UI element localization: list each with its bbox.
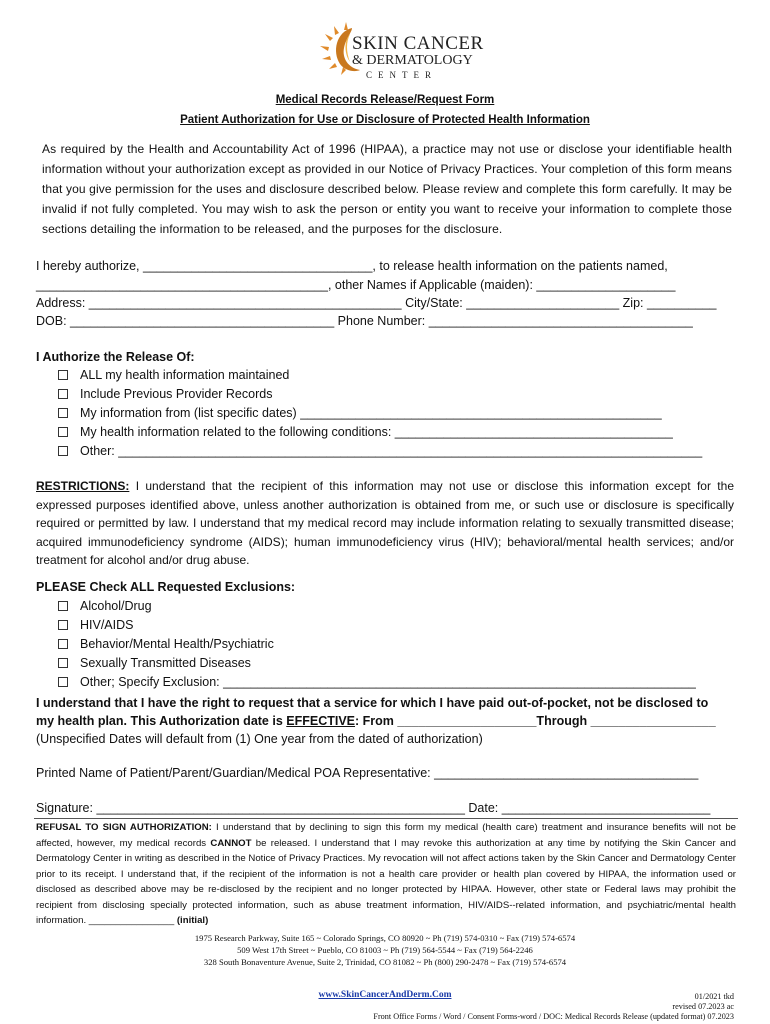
- restrictions-paragraph: [36, 477, 734, 570]
- release-option-label: Include Previous Provider Records: [80, 387, 273, 401]
- initial-label: (initial): [176, 915, 209, 926]
- form-subtitle: Patient Authorization for Use or Disclosure of Protected Health Information: [180, 114, 590, 126]
- checkbox-icon[interactable]: [58, 427, 68, 437]
- effective-text-a: my health plan. This Authorization date is: [36, 714, 287, 728]
- checkbox-icon[interactable]: [58, 620, 68, 630]
- printed-name-line[interactable]: Printed Name of Patient/Parent/Guardian/Medical POA Representative: ______________________________________: [36, 766, 699, 780]
- checkbox-icon[interactable]: [58, 601, 68, 611]
- form-title: Medical Records Release/Request Form: [275, 94, 495, 106]
- checkbox-icon[interactable]: [58, 446, 68, 456]
- signature-line[interactable]: Signature: _____________________________________________________ Date: ______________________________: [36, 801, 711, 815]
- exclusion-option[interactable]: [58, 637, 274, 651]
- release-option-label: My health information related to the following conditions: ________________________________________: [80, 425, 673, 439]
- address-line[interactable]: Address: _____________________________________________ City/State: ______________________ Zip: __________: [36, 296, 717, 310]
- release-option[interactable]: [58, 444, 702, 458]
- release-option[interactable]: [58, 387, 272, 401]
- exclusion-option[interactable]: [58, 656, 251, 670]
- section-divider: [34, 818, 738, 819]
- logo-wordmark: [352, 34, 484, 80]
- exclusion-option-label: Alcohol/Drug: [80, 599, 152, 613]
- file-path: Front Office Forms / Word / Consent Forms-word / DOC: Medical Records Release (updated format) 07.2023: [373, 1012, 734, 1021]
- exclusion-option-label: Other; Specify Exclusion: ____________________________________________________________________: [80, 675, 696, 689]
- restrictions-label: RESTRICTIONS:: [36, 479, 130, 493]
- default-date-note: (Unspecified Dates will default from (1) One year from the dated of authorization): [36, 732, 483, 746]
- logo-line-3: CENTER: [366, 70, 437, 80]
- refusal-text-a: I understand that by declining to sign this form my medical (health care) treatment and insurance benefits will not be affected, however, my medical records: [36, 822, 736, 849]
- address-pueblo: 509 West 17th Street ~ Pueblo, CO 81003 ~ Ph (719) 564-5544 ~ Fax (719) 564-2246: [237, 945, 533, 955]
- exclusion-option[interactable]: [58, 618, 134, 632]
- release-option-label: ALL my health information maintained: [80, 368, 290, 382]
- authorize-line-1[interactable]: I hereby authorize, _________________________________, to release health information on the patients named,: [36, 259, 668, 273]
- release-option-label: Other: ____________________________________________________________________________________: [80, 444, 703, 458]
- revision-initial: 01/2021 tkd: [694, 992, 734, 1001]
- release-heading: I Authorize the Release Of:: [36, 350, 195, 364]
- address-trinidad: 328 South Bonaventure Avenue, Suite 2, Trinidad, CO 81082 ~ Ph (800) 290-2478 ~ Fax (719) 574-6574: [203, 957, 567, 967]
- self-pay-statement: I understand that I have the right to request that a service for which I have paid out-of-pocket, not be disclosed to: [36, 696, 709, 710]
- checkbox-icon[interactable]: [58, 408, 68, 418]
- exclusions-heading: PLEASE Check ALL Requested Exclusions:: [36, 580, 296, 594]
- logo-line-1: SKIN CANCER: [352, 33, 484, 54]
- release-option[interactable]: [58, 368, 289, 382]
- revision-updated: revised 07.2023 ac: [672, 1002, 734, 1011]
- exclusion-option-label: Behavior/Mental Health/Psychiatric: [80, 637, 274, 651]
- exclusion-option[interactable]: [58, 599, 152, 613]
- refusal-text-b: be released. I understand that I may revoke this authorization at any time by notifying the Skin Cancer and Dermatology Center in writing as described in the Notice of Privacy Practices. My revocation will not affect actions taken by the Skin Cancer and Dermatology Center prior to its receipt. I understand that, if the recipient of the information is not a health care provider or health plan covered by HIPAA, the information used or disclosed as described above may be re-disclosed by the recipient and no longer protected by HIPAA. However, other state or Federal laws may prohibit the recipient from disclosing specially protected information, such as abuse treatment information, HIV/AIDS--related information, and psychiatric/mental health information. ________________: [36, 837, 736, 926]
- logo-line-2: & DERMATOLOGY: [352, 53, 473, 68]
- checkbox-icon[interactable]: [58, 389, 68, 399]
- effective-date-line[interactable]: [36, 714, 716, 728]
- release-option[interactable]: [58, 406, 662, 420]
- release-option-label: My information from (list specific dates) ____________________________________________________: [80, 406, 662, 420]
- exclusion-option[interactable]: [58, 675, 696, 689]
- restrictions-text: I understand that the recipient of this information may not use or disclose this information except for the expressed purposes identified above, unless another authorization is obtained from me, or such use or disclosure is specifically required or permitted by law. I understand that my medical record may include information relating to sexually transmitted disease; acquired immunodeficiency syndrome (AIDS); human immunodeficiency virus (HIV); behavioral/mental health services; and/or treatment for alcohol and/or drug abuse.: [36, 479, 734, 567]
- checkbox-icon[interactable]: [58, 639, 68, 649]
- exclusion-option-label: HIV/AIDS: [80, 618, 134, 632]
- checkbox-icon[interactable]: [58, 370, 68, 380]
- dob-phone-line[interactable]: DOB: ______________________________________ Phone Number: ______________________________________: [36, 314, 693, 328]
- address-colorado-springs: 1975 Research Parkway, Suite 165 ~ Colorado Springs, CO 80920 ~ Ph (719) 574-0310 ~ Fax (719) 574-6574: [194, 933, 576, 943]
- intro-paragraph: As required by the Health and Accountability Act of 1996 (HIPAA), a practice may not use or disclose your identifiable health information without your authorization except as provided in our Notice of Privacy Practices. Your completion of this form means that you give permission for the uses and disclosure described below. Please review and complete this form carefully. It may be invalid if not fully completed. You may wish to ask the person or entity you want to receive your information to complete those sections detailing the information to be released, and the purposes for the disclosure.: [42, 142, 732, 236]
- authorize-line-2[interactable]: __________________________________________, other Names if Applicable (maiden): ____________________: [36, 278, 676, 292]
- cannot-emphasis: CANNOT: [210, 837, 252, 849]
- website-link[interactable]: www.SkinCancerAndDerm.Com: [318, 990, 452, 1000]
- checkbox-icon[interactable]: [58, 677, 68, 687]
- effective-text-b: : From ____________________Through __________________: [355, 714, 716, 728]
- refusal-label: REFUSAL TO SIGN AUTHORIZATION:: [36, 822, 212, 833]
- effective-label: EFFECTIVE: [286, 714, 356, 728]
- checkbox-icon[interactable]: [58, 658, 68, 668]
- exclusion-option-label: Sexually Transmitted Diseases: [80, 656, 251, 670]
- release-option[interactable]: [58, 425, 673, 439]
- refusal-paragraph: [36, 820, 736, 929]
